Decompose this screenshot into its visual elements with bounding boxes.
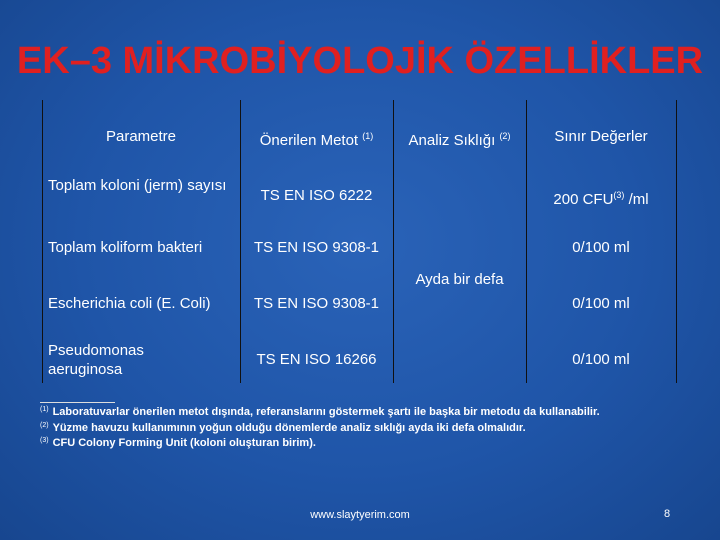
row-2-method: TS EN ISO 9308-1 [253, 239, 380, 256]
header-parametre: Parametre [105, 128, 177, 145]
footnote-2: $^{(2)}$ Yüzme havuzu kullanımının yoğun olduğu dönemlerde analiz sıklığı ayda iki defa olmalıdır. [40, 422, 526, 434]
slide-title: EK–3 MİKROBİYOLOJİK ÖZELLİKLER [16, 40, 704, 82]
row-2-limit: 0/100 ml [572, 239, 630, 256]
footnote-1: $^{(1)}$ Laboratuvarlar önerilen metot dışında, referanslarını göstermek şartı ile başka bir metodu da kullanabilir. [40, 406, 600, 418]
row-3-method: TS EN ISO 9308-1 [253, 295, 380, 312]
row-1-limit: 200 CFU$^{(3)}$ /ml [553, 190, 649, 208]
frequency-cell: Ayda bir defa [415, 271, 504, 288]
footnote-marker: (2) [499, 131, 511, 141]
header-analiz-sikligi: Analiz Sıklığı $^{(2)}$ [408, 131, 511, 149]
table-right-border [676, 100, 677, 383]
footnote-marker: (1) [362, 131, 374, 141]
row-4-method: TS EN ISO 16266 [256, 351, 377, 368]
row-1-method: TS EN ISO 6222 [260, 187, 373, 204]
row-4-param: Pseudomonas aeruginosa [48, 342, 144, 378]
header-onerilen-metot: Önerilen Metot $^{(1)}$ [259, 131, 374, 149]
row-3-limit: 0/100 ml [572, 295, 630, 312]
row-3-param: Escherichia coli (E. Coli) [48, 295, 211, 312]
footnote-3: $^{(3)}$ CFU Colony Forming Unit (koloni oluşturan birim). [40, 437, 316, 449]
footer-url[interactable]: www.slaytyerim.com [310, 509, 410, 521]
footnote-marker: (3) [613, 190, 625, 200]
row-1-param: Toplam koloni (jerm) sayısı [48, 177, 227, 194]
footnote-separator [40, 402, 115, 403]
header-sinir-degerler: Sınır Değerler [554, 128, 648, 145]
row-2-param: Toplam koliform bakteri [48, 239, 203, 256]
page-number: 8 [664, 508, 671, 520]
row-4-limit: 0/100 ml [572, 351, 630, 368]
